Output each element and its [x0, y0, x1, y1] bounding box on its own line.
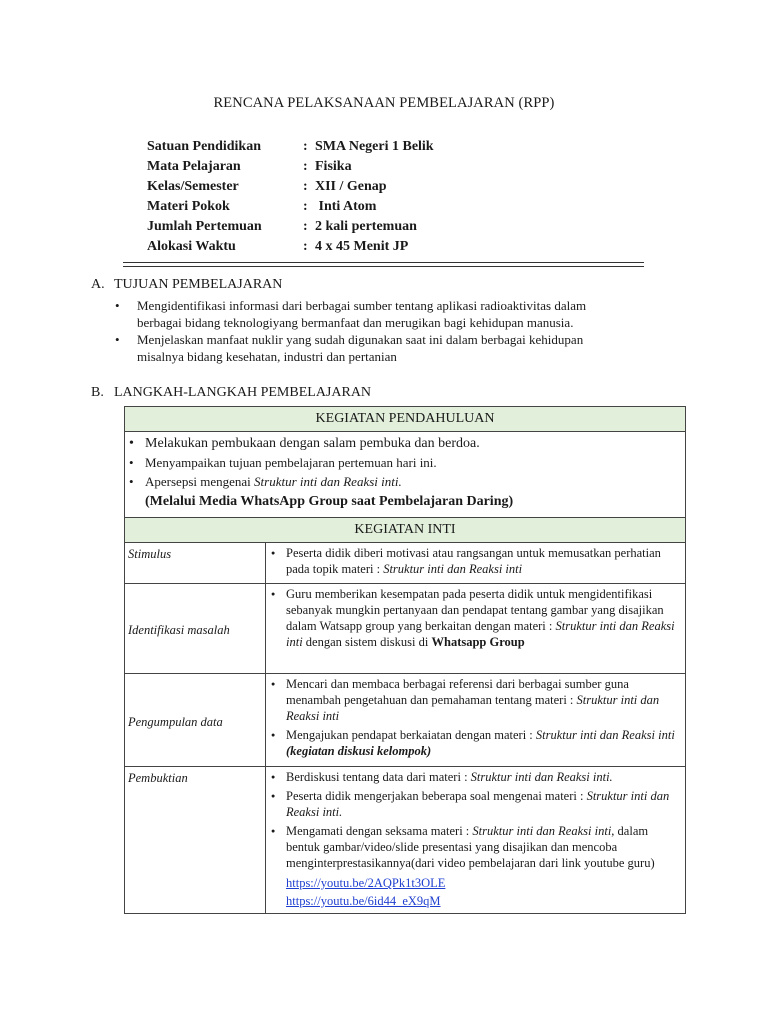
- item-text: Peserta didik diberi motivasi atau rangsangan untuk memusatkan perhatian pada topik materi :: [286, 546, 661, 576]
- item-italic: Struktur inti dan Reaksi inti: [286, 693, 660, 723]
- info-row: [147, 237, 434, 257]
- item-italic: Struktur inti dan Reaksi inti: [472, 824, 612, 838]
- info-separator: :: [303, 219, 308, 234]
- item-text: Berdiskusi tentang data dari materi :: [286, 770, 471, 784]
- stimulus-cell: [266, 543, 686, 584]
- section-title: LANGKAH-LANGKAH PEMBELAJARAN: [114, 385, 372, 400]
- pendahuluan-item: • Menyampaikan tujuan pembelajaran pertemuan hari ini.: [128, 453, 681, 472]
- pembuktian-label: Pembuktian: [125, 767, 266, 914]
- info-value: Fisika: [315, 159, 352, 174]
- pembuktian-item: [270, 823, 681, 871]
- item-text: Peserta didik mengerjakan beberapa soal mengenai materi :: [286, 789, 587, 803]
- info-label: Jumlah Pertemuan: [147, 219, 262, 234]
- pengumpulan-label: Pengumpulan data: [125, 674, 266, 767]
- info-separator: :: [303, 239, 308, 254]
- section-b-heading: [91, 385, 371, 401]
- pengumpulan-item: [270, 727, 681, 759]
- info-label: Alokasi Waktu: [147, 239, 236, 254]
- item-bold: Whatsapp Group: [431, 635, 525, 649]
- objectives-list: [113, 297, 633, 365]
- double-divider: [123, 262, 644, 267]
- youtube-link-2[interactable]: https://youtu.be/6id44_eX9qM: [286, 894, 441, 908]
- info-value: SMA Negeri 1 Belik: [315, 139, 434, 154]
- info-row: [147, 137, 434, 157]
- pengumpulan-cell: [266, 674, 686, 767]
- info-separator: :: [303, 159, 308, 174]
- stimulus-label: Stimulus: [125, 543, 266, 584]
- identifikasi-item: [270, 586, 681, 650]
- item-text: Mencari dan membaca berbagai referensi dari berbagai sumber guna menambah pengetahuan dan pemahaman tentang materi :: [286, 677, 629, 707]
- pembuktian-item: [270, 788, 681, 820]
- info-value: 4 x 45 Menit JP: [315, 239, 409, 254]
- pendahuluan-header: KEGIATAN PENDAHULUAN: [125, 407, 686, 432]
- identifikasi-cell: [266, 584, 686, 674]
- info-value: Inti Atom: [315, 199, 377, 214]
- info-label: Mata Pelajaran: [147, 159, 241, 174]
- inti-header: KEGIATAN INTI: [125, 518, 686, 543]
- item-text: , dalam bentuk gambar/video/slide presentasi yang disajikan dan mencoba menginterprestasikannya(dari video pembelajaran dari link youtube guru): [286, 824, 655, 870]
- section-a-heading: [91, 277, 282, 293]
- item-text: Mengajukan pendapat berkaiatan dengan materi :: [286, 728, 536, 742]
- info-value: 2 kali pertemuan: [315, 219, 417, 234]
- section-title: TUJUAN PEMBELAJARAN: [114, 277, 283, 292]
- info-row: [147, 217, 434, 237]
- objective-item: • Menjelaskan manfaat nuklir yang sudah digunakan saat ini dalam berbagai kehidupan misalnya bidang kesehatan, industri dan pertanian: [113, 331, 633, 365]
- item-italic: Struktur inti dan Reaksi inti: [383, 562, 523, 576]
- info-row: [147, 157, 434, 177]
- info-separator: :: [303, 139, 308, 154]
- item-italic: Struktur inti dan Reaksi inti.: [470, 770, 613, 784]
- info-row: [147, 177, 434, 197]
- item-text: Guru memberikan kesempatan pada peserta didik untuk mengidentifikasi sebanyak mungkin pertanyaan dan pendapat tentang gambar yang disajikan dalam Watsapp group yang berkaitan dengan materi :: [286, 587, 664, 633]
- pendahuluan-item: • Melakukan pembukaan dengan salam pembuka dan berdoa.: [128, 434, 681, 453]
- pengumpulan-item: [270, 676, 681, 724]
- section-letter: B.: [91, 385, 104, 400]
- item-text: Mengamati dengan seksama materi :: [286, 824, 473, 838]
- identifikasi-label: Identifikasi masalah: [125, 584, 266, 674]
- document-title: RENCANA PELAKSANAAN PEMBELAJARAN (RPP): [213, 95, 555, 111]
- info-separator: :: [303, 199, 308, 214]
- objective-item: • Mengidentifikasi informasi dari berbagai sumber tentang aplikasi radioaktivitas dalam berbagai bidang teknologiyang bermanfaat dan merugikan bagi kehidupan manusia.: [113, 297, 633, 331]
- info-label: Kelas/Semester: [147, 179, 239, 194]
- section-letter: A.: [91, 277, 105, 292]
- info-value: XII / Genap: [315, 179, 387, 194]
- stimulus-item: [270, 545, 681, 577]
- pendahuluan-cell: [125, 432, 686, 518]
- info-row: [147, 197, 434, 217]
- info-separator: :: [303, 179, 308, 194]
- pembuktian-cell: [266, 767, 686, 914]
- item-bold: (kegiatan diskusi kelompok): [286, 744, 432, 758]
- identity-block: [147, 137, 434, 257]
- learning-steps-table: [124, 406, 686, 914]
- youtube-link-1[interactable]: https://youtu.be/2AQPk1t3OLE: [286, 876, 446, 890]
- item-text: dengan sistem diskusi di: [302, 635, 432, 649]
- item-italic: Struktur inti dan Reaksi inti.: [254, 474, 402, 489]
- item-italic: Struktur inti dan Reaksi inti: [535, 728, 675, 742]
- pembuktian-item: [270, 769, 681, 785]
- daring-note: (Melalui Media WhatsApp Group saat Pembelajaran Daring): [145, 494, 514, 509]
- pendahuluan-item: [128, 472, 681, 491]
- item-italic: Struktur inti dan Reaksi inti: [286, 619, 675, 649]
- info-label: Materi Pokok: [147, 199, 230, 214]
- item-italic: Struktur inti dan Reaksi inti.: [286, 789, 670, 819]
- item-text: Apersepsi mengenai: [145, 474, 255, 489]
- info-label: Satuan Pendidikan: [147, 139, 261, 154]
